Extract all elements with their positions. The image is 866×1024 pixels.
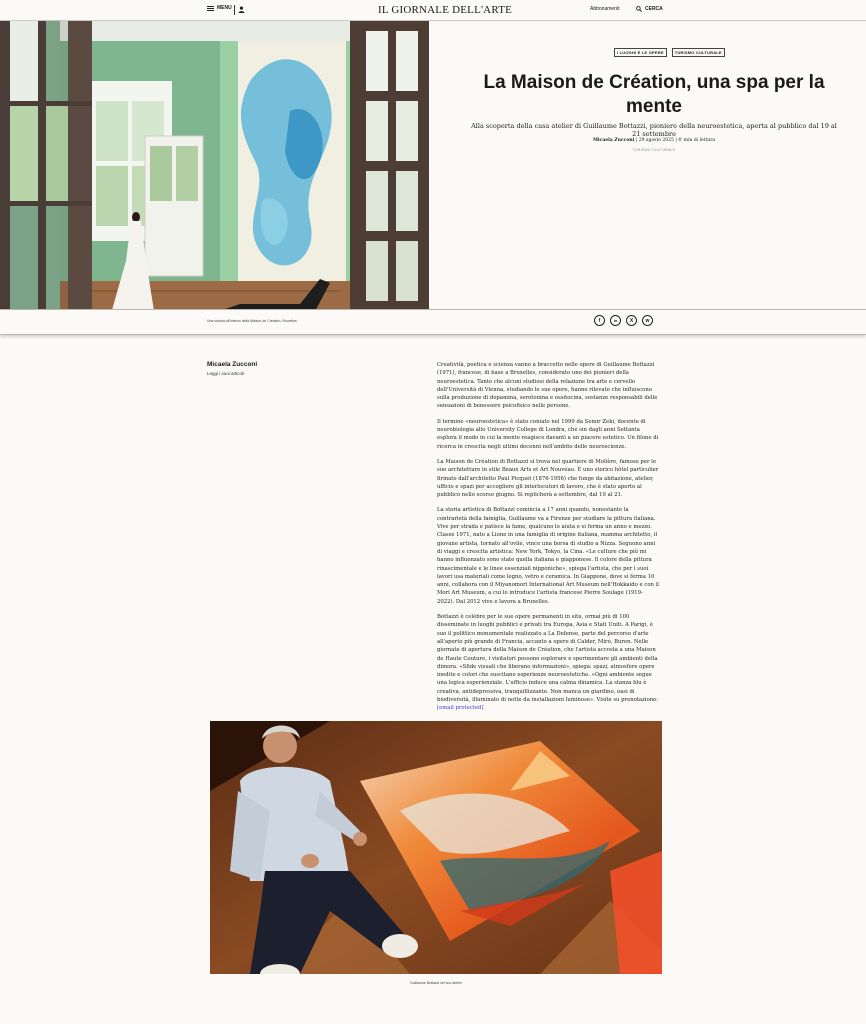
x-icon[interactable]	[626, 315, 637, 326]
booking-email-link[interactable]: [email protected]	[437, 705, 484, 712]
whatsapp-icon[interactable]	[642, 315, 653, 326]
article-title: La Maison de Création, una spa per la mente	[483, 72, 825, 117]
menu-button[interactable]	[207, 5, 232, 11]
facebook-label: f	[598, 317, 601, 324]
photo-caption: Guillaume Bottazzi nel suo atelier	[410, 981, 462, 985]
byline-sep: |	[675, 138, 679, 143]
site-logo[interactable]: IL GIORNALE DELL'ARTE	[378, 4, 513, 16]
hamburger-icon	[207, 6, 214, 11]
facebook-icon[interactable]	[594, 315, 605, 326]
paragraph-2: Il termine «neuroestetica» è stato coniato nel 1999 da Semir Zeki, docente di neurobiologia allo University College di Londra, che sin dagli anni Settanta esplora il modo in cui la mente reagisce davanti a un piacere estetico. Un filone di ricerca in crescita negli ultimi decenni nell'ambito delle neuroscienze.	[437, 418, 659, 450]
byline-date: 29 agosto 2025	[638, 138, 674, 143]
byline-reading-time: 4' min di lettura	[678, 138, 716, 143]
paragraph-4: La storia artistica di Bottazzi comincia a 17 anni quando, nonostante la contrarietà della famiglia, Guillaume va a Firenze per studiare la pittura italiana. Vive per strada e patisce la fame, qualcuno lo aiuta e si ferma un anno e mezzo. Classe 1971, nato a Lione in una famiglia di origine italiana, mamma architetto, il giovane artista, tornato all'ovile, vince una borsa di studio a Nizza. Seguono anni di viaggi e crescita artistica: New York, Tokyo, la Cina. «Le culture che più mi hanno influenzato sono state quella italiana e giapponese. Il colore della pittura rinascimentale e le linee essenziali nipponiche», spiega l'artista, che per i suoi lavori usa materiali come legno, vetro e ceramica. In Giappone, dove si ferma 10 anni, collabora con il Miyanomori International Art Museum nell'Hokkaido e con il Mori Art Museum, a cui lo introduce l'artista francese Pierre Soulage (1919-2022). Dal 2012 vive e lavora a Bruxelles.	[437, 507, 660, 605]
article-subtitle: Alla scoperta della casa atelier di Guillaume Bottazzi, pioniere della neuroestetica, aperta al pubblico dal 19 al 21 settembre	[471, 122, 837, 138]
search-label: CERCA	[645, 6, 663, 12]
share-bar	[0, 309, 866, 335]
menu-label: MENU	[217, 5, 232, 11]
user-icon[interactable]	[238, 6, 245, 13]
linkedin-icon[interactable]	[610, 315, 621, 326]
author-articles-link[interactable]: Leggi i suoi articoli	[207, 371, 245, 376]
linkedin-label: in	[613, 318, 618, 323]
byline-author[interactable]: Micaela Zucconi	[592, 138, 635, 143]
tag-luoghi-opere[interactable]: I LUOGHI E LE OPERE	[614, 48, 667, 57]
hero-image	[0, 21, 429, 309]
x-label: X	[629, 317, 634, 324]
search-button[interactable]	[636, 6, 663, 12]
subscribe-link[interactable]: Abbonamenti	[590, 6, 620, 12]
search-icon	[636, 6, 642, 12]
section-label[interactable]: TURISMO CULTURALE	[632, 148, 676, 152]
paragraph-3: La Maison de Création di Bottazzi si trova nel quartiere di Molière, famoso per le sue architetture in stile Beaux Arts et Art Nouveau. È uno storico hôtel particulier firmato dall'architetto Paul Picquet (1876-1956) che funge da abitazione, atelier, ufficio e spazi per accogliere gli interlocutori di lavoro, che è stato aperto al pubblico nello scorso giugno. Si replicherà a settembre, dal 19 al 21.	[437, 458, 659, 499]
top-navigation-bar	[0, 0, 866, 21]
author-name[interactable]: Micaela Zucconi	[207, 361, 258, 368]
paragraph-5	[437, 613, 659, 713]
artist-photo	[210, 721, 662, 974]
hero-caption: Una veduta all'interno della Maison de Création, Bruxelles	[207, 319, 297, 323]
divider	[234, 5, 235, 15]
whatsapp-label: w	[645, 317, 650, 324]
paragraph-1: Creatività, poetica e scienza vanno a braccetto nelle opere di Guillaume Bottazzi (1971), francese, di base a Bruxelles, considerato uno dei pionieri della neuroestetica. Tanto che alcuni studiosi della relazione tra arte e cervello dell'Università di Vienna, studiando le sue opere, hanno rilevato che influiscono sulla produzione di dopamina, serotonina e ossitocina, sostanze responsabili delle sensazioni di benessere psicofisico nelle persone.	[437, 362, 658, 410]
article-body	[437, 361, 659, 720]
tag-turismo-culturale[interactable]: TURISMO CULTURALE	[672, 48, 725, 57]
paragraph-5-text: Bottazzi è celebre per le sue opere permanenti in situ, ormai più di 100 disseminate in luoghi pubblici e privati tra Europa, Asia e Stati Uniti. A Parigi, è suo il polittico monumentale realizzato a La Defense, parte del percorso d'arte all'aperto più grande di Francia, accanto a opere di Calder, Miró, Buren. Nelle giornate di apertura della Maison de Création, che l'artista accosta a una Maison de Haute Couture, i visitatori possono esplorare e sperimentare gli ambienti della dimora. «Sfide visuali che liberano informazioni», spiega: spazi, atmosfere opere inedite e colori che suscitano esperienze neuroestetiche. «Ogni ambiente segue una logica esperienziale. L'ufficio induce una calma dinamica. La stanza blu è creativa, antidepressiva, tranquillizzante. Non manca un giardino, oasi di biodiversità, illuminato di notte da installazioni luminose». Visite su prenotazione:	[437, 614, 659, 703]
article-byline	[470, 138, 838, 143]
tag-list	[614, 48, 725, 57]
byline-sep: |	[635, 138, 639, 143]
share-icons	[594, 315, 653, 326]
